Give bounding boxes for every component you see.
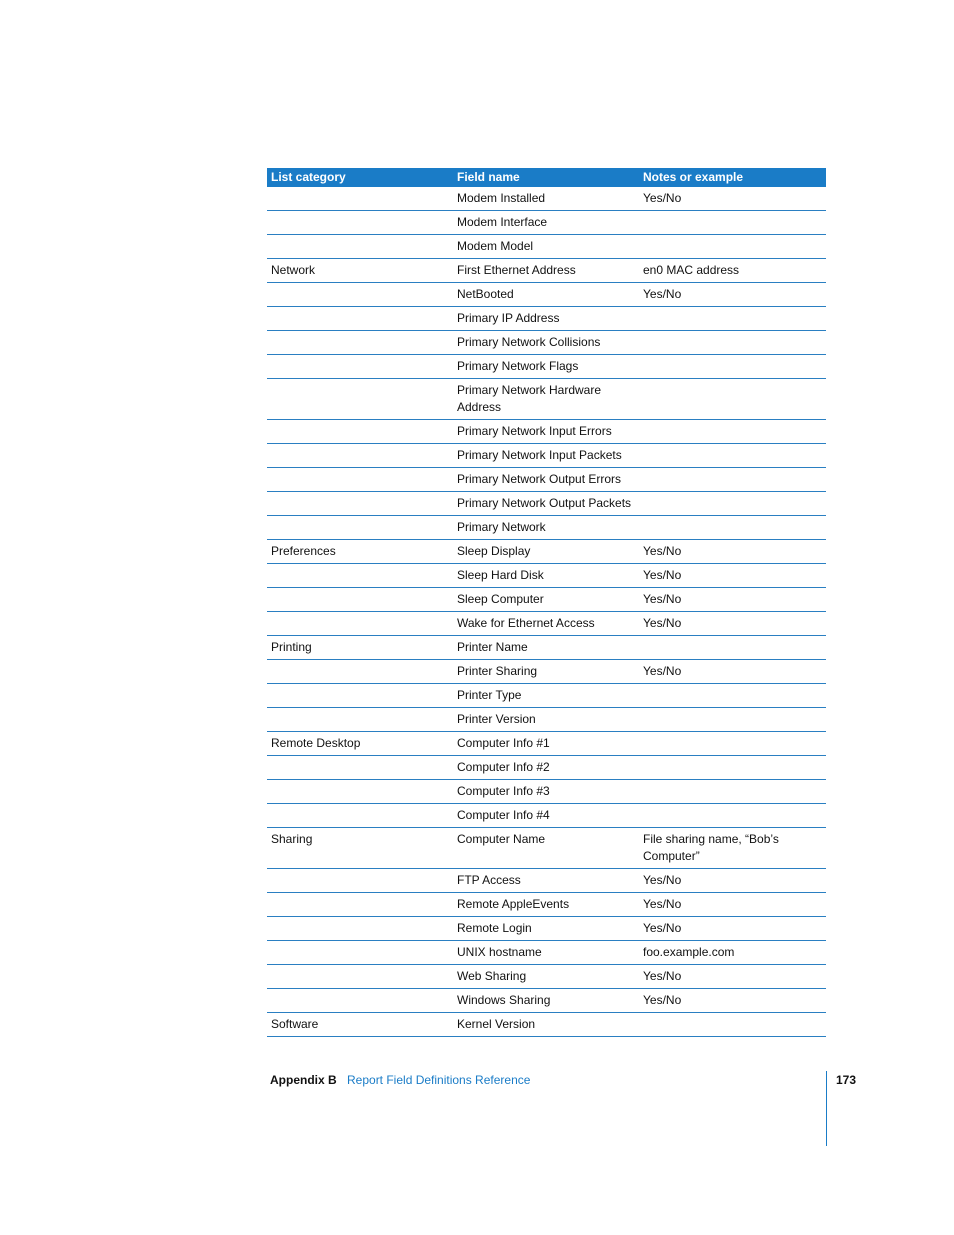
- cell-list-category: [267, 379, 453, 420]
- cell-list-category: [267, 989, 453, 1013]
- cell-list-category: [267, 444, 453, 468]
- table-row: [267, 989, 826, 1013]
- cell-list-category: [267, 420, 453, 444]
- cell-notes-or-example: [639, 355, 826, 379]
- cell-list-category: [267, 893, 453, 917]
- cell-notes-or-example: [639, 516, 826, 540]
- cell-field-name: Sleep Hard Disk: [453, 564, 639, 588]
- table-row: [267, 917, 826, 941]
- table-row: [267, 828, 826, 869]
- cell-field-name: Kernel Version: [453, 1013, 639, 1037]
- cell-notes-or-example: [639, 331, 826, 355]
- cell-list-category: [267, 588, 453, 612]
- table-header-row: [267, 168, 826, 187]
- cell-field-name: Modem Model: [453, 235, 639, 259]
- cell-list-category: [267, 780, 453, 804]
- table-row: [267, 588, 826, 612]
- cell-field-name: Computer Info #3: [453, 780, 639, 804]
- cell-field-name: Primary Network Flags: [453, 355, 639, 379]
- cell-notes-or-example: Yes/No: [639, 869, 826, 893]
- cell-list-category: [267, 684, 453, 708]
- cell-field-name: Remote Login: [453, 917, 639, 941]
- cell-list-category: Software: [267, 1013, 453, 1037]
- cell-field-name: Modem Interface: [453, 211, 639, 235]
- table-row: [267, 516, 826, 540]
- table-row: [267, 965, 826, 989]
- footer-page-number: 173: [836, 1073, 857, 1087]
- footer-appendix-label: Appendix B: [270, 1073, 337, 1087]
- cell-field-name: Remote AppleEvents: [453, 893, 639, 917]
- cell-field-name: Sleep Display: [453, 540, 639, 564]
- cell-notes-or-example: [639, 708, 826, 732]
- table-row: [267, 355, 826, 379]
- field-definitions-table: [267, 168, 826, 1037]
- table-body: [267, 187, 826, 1037]
- cell-notes-or-example: Yes/No: [639, 965, 826, 989]
- cell-notes-or-example: Yes/No: [639, 917, 826, 941]
- cell-notes-or-example: [639, 756, 826, 780]
- cell-field-name: Primary Network: [453, 516, 639, 540]
- cell-list-category: [267, 660, 453, 684]
- cell-list-category: [267, 331, 453, 355]
- cell-list-category: Remote Desktop: [267, 732, 453, 756]
- cell-notes-or-example: [639, 420, 826, 444]
- table-row: [267, 379, 826, 420]
- cell-notes-or-example: Yes/No: [639, 893, 826, 917]
- cell-notes-or-example: [639, 684, 826, 708]
- cell-field-name: Computer Name: [453, 828, 639, 869]
- cell-notes-or-example: Yes/No: [639, 187, 826, 211]
- cell-list-category: [267, 804, 453, 828]
- table-row: [267, 468, 826, 492]
- cell-notes-or-example: Yes/No: [639, 283, 826, 307]
- cell-list-category: [267, 187, 453, 211]
- cell-list-category: [267, 355, 453, 379]
- table-row: [267, 331, 826, 355]
- cell-notes-or-example: Yes/No: [639, 989, 826, 1013]
- table-row: [267, 660, 826, 684]
- table-row: [267, 684, 826, 708]
- cell-field-name: Primary Network Input Packets: [453, 444, 639, 468]
- cell-notes-or-example: [639, 307, 826, 331]
- cell-field-name: Web Sharing: [453, 965, 639, 989]
- cell-notes-or-example: Yes/No: [639, 660, 826, 684]
- cell-list-category: [267, 211, 453, 235]
- cell-list-category: [267, 941, 453, 965]
- cell-field-name: Printer Name: [453, 636, 639, 660]
- cell-field-name: Primary Network Collisions: [453, 331, 639, 355]
- field-definitions-table-container: [267, 168, 826, 1037]
- cell-list-category: Printing: [267, 636, 453, 660]
- cell-field-name: Wake for Ethernet Access: [453, 612, 639, 636]
- table-row: [267, 564, 826, 588]
- cell-notes-or-example: Yes/No: [639, 540, 826, 564]
- cell-field-name: Printer Version: [453, 708, 639, 732]
- cell-list-category: [267, 468, 453, 492]
- cell-field-name: Primary Network Input Errors: [453, 420, 639, 444]
- table-row: [267, 732, 826, 756]
- cell-notes-or-example: en0 MAC address: [639, 259, 826, 283]
- cell-field-name: Computer Info #2: [453, 756, 639, 780]
- cell-field-name: UNIX hostname: [453, 941, 639, 965]
- cell-list-category: Preferences: [267, 540, 453, 564]
- cell-list-category: [267, 307, 453, 331]
- table-row: [267, 780, 826, 804]
- table-row: [267, 492, 826, 516]
- cell-notes-or-example: [639, 468, 826, 492]
- cell-field-name: Computer Info #4: [453, 804, 639, 828]
- cell-notes-or-example: [639, 235, 826, 259]
- table-row: [267, 804, 826, 828]
- cell-notes-or-example: Yes/No: [639, 588, 826, 612]
- cell-notes-or-example: [639, 1013, 826, 1037]
- header-list-category: List category: [267, 168, 453, 187]
- table-row: [267, 869, 826, 893]
- cell-field-name: Printer Sharing: [453, 660, 639, 684]
- cell-field-name: Sleep Computer: [453, 588, 639, 612]
- cell-field-name: FTP Access: [453, 869, 639, 893]
- cell-field-name: Primary IP Address: [453, 307, 639, 331]
- cell-list-category: [267, 708, 453, 732]
- cell-field-name: Windows Sharing: [453, 989, 639, 1013]
- table-row: [267, 259, 826, 283]
- table-row: [267, 1013, 826, 1037]
- cell-field-name: NetBooted: [453, 283, 639, 307]
- table-row: [267, 187, 826, 211]
- table-row: [267, 612, 826, 636]
- cell-list-category: [267, 917, 453, 941]
- cell-notes-or-example: Yes/No: [639, 564, 826, 588]
- cell-field-name: Primary Network Output Packets: [453, 492, 639, 516]
- cell-field-name: Modem Installed: [453, 187, 639, 211]
- cell-notes-or-example: foo.example.com: [639, 941, 826, 965]
- cell-notes-or-example: [639, 379, 826, 420]
- cell-list-category: Network: [267, 259, 453, 283]
- table-row: [267, 307, 826, 331]
- table-row: [267, 636, 826, 660]
- cell-list-category: [267, 283, 453, 307]
- cell-field-name: Computer Info #1: [453, 732, 639, 756]
- cell-field-name: Printer Type: [453, 684, 639, 708]
- cell-notes-or-example: Yes/No: [639, 612, 826, 636]
- cell-field-name: Primary Network Output Errors: [453, 468, 639, 492]
- footer-vertical-rule: [826, 1071, 827, 1146]
- cell-list-category: [267, 756, 453, 780]
- cell-notes-or-example: [639, 804, 826, 828]
- cell-notes-or-example: [639, 636, 826, 660]
- table-row: [267, 235, 826, 259]
- table-row: [267, 941, 826, 965]
- table-row: [267, 708, 826, 732]
- header-field-name: Field name: [453, 168, 639, 187]
- footer-section-title: Report Field Definitions Reference: [347, 1073, 531, 1087]
- cell-list-category: [267, 516, 453, 540]
- table-row: [267, 211, 826, 235]
- cell-list-category: [267, 869, 453, 893]
- header-notes-or-example: Notes or example: [639, 168, 826, 187]
- cell-list-category: [267, 965, 453, 989]
- cell-list-category: [267, 492, 453, 516]
- cell-list-category: [267, 612, 453, 636]
- table-row: [267, 283, 826, 307]
- cell-notes-or-example: [639, 211, 826, 235]
- cell-notes-or-example: [639, 780, 826, 804]
- cell-notes-or-example: File sharing name, “Bob’s Computer”: [639, 828, 826, 869]
- cell-field-name: First Ethernet Address: [453, 259, 639, 283]
- table-row: [267, 756, 826, 780]
- cell-field-name: Primary Network Hardware Address: [453, 379, 639, 420]
- cell-list-category: Sharing: [267, 828, 453, 869]
- table-row: [267, 540, 826, 564]
- cell-list-category: [267, 235, 453, 259]
- table-row: [267, 420, 826, 444]
- table-header: [267, 168, 826, 187]
- cell-notes-or-example: [639, 444, 826, 468]
- cell-notes-or-example: [639, 732, 826, 756]
- table-row: [267, 444, 826, 468]
- cell-list-category: [267, 564, 453, 588]
- table-row: [267, 893, 826, 917]
- cell-notes-or-example: [639, 492, 826, 516]
